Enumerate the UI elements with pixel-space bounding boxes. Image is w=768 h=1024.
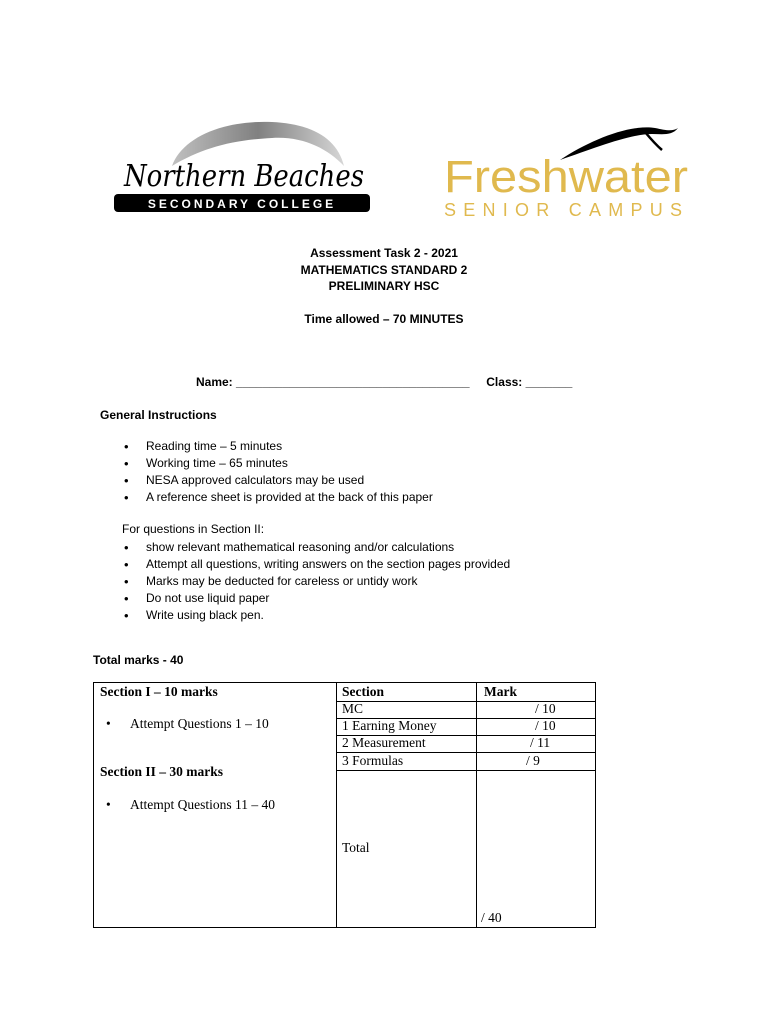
list-item: • NESA approved calculators may be used (122, 472, 433, 489)
section2-intro: For questions in Section II: (122, 522, 265, 536)
list-item: • Do not use liquid paper (122, 590, 510, 607)
list-item: • show relevant mathematical reasoning and/or calculations (122, 539, 510, 556)
bullet-icon: • (106, 797, 111, 812)
list-item: • Write using black pen. (122, 607, 510, 624)
nb-wordmark: Northern Beaches (123, 159, 365, 194)
total-marks: Total marks - 40 (93, 653, 184, 667)
table-row-mark: / 10 (535, 701, 556, 716)
section2-item-text: Attempt Questions 11 – 40 (130, 797, 275, 812)
table-divider (336, 683, 337, 927)
total-label: Total (342, 840, 370, 855)
list-item: • Marks may be deducted for careless or untidy work (122, 573, 510, 590)
marks-table (93, 682, 596, 928)
list-item: • A reference sheet is provided at the back of this paper (122, 489, 433, 506)
table-row-mark: / 11 (530, 735, 551, 750)
list-item: • Reading time – 5 minutes (122, 438, 433, 455)
freshwater-logo (440, 120, 690, 220)
table-row-section: 1 Earning Money (342, 718, 437, 733)
table-row-section: 2 Measurement (342, 735, 426, 750)
task-title: Assessment Task 2 - 2021 (310, 246, 458, 260)
list-item: • Attempt all questions, writing answers on the section pages provided (122, 556, 510, 573)
nb-subtitle: SECONDARY COLLEGE (147, 197, 337, 211)
table-divider (476, 683, 477, 927)
course-title: PRELIMINARY HSC (328, 279, 440, 293)
subject-title: MATHEMATICS STANDARD 2 (300, 262, 468, 277)
section2-title: Section II – 30 marks (100, 764, 224, 779)
table-rule (336, 701, 595, 702)
section2-instructions-list (122, 539, 510, 624)
column-header-mark: Mark (484, 684, 517, 699)
general-instructions-heading: General Instructions (100, 408, 217, 422)
total-mark: / 40 (481, 910, 502, 925)
table-row-section: 3 Formulas (342, 753, 404, 768)
northern-beaches-logo (112, 118, 372, 218)
table-row-section: MC (342, 701, 364, 716)
table-row-mark: / 10 (535, 718, 556, 733)
table-rule (336, 770, 595, 771)
list-item: • Working time – 65 minutes (122, 455, 433, 472)
general-instructions-list (122, 438, 433, 506)
bullet-icon: • (106, 716, 111, 731)
title-block (0, 245, 768, 327)
fw-subtitle: SENIOR CAMPUS (444, 200, 684, 220)
time-allowed: Time allowed – 70 MINUTES (304, 311, 464, 326)
section1-item-text: Attempt Questions 1 – 10 (130, 716, 269, 731)
column-header-section: Section (342, 684, 384, 699)
name-class-line: Name: ___________________________________ Class: _______ (196, 375, 573, 389)
section1-title: Section I – 10 marks (100, 684, 218, 699)
table-row-mark: / 9 (526, 753, 540, 768)
fw-wordmark: Freshwater (444, 151, 689, 202)
